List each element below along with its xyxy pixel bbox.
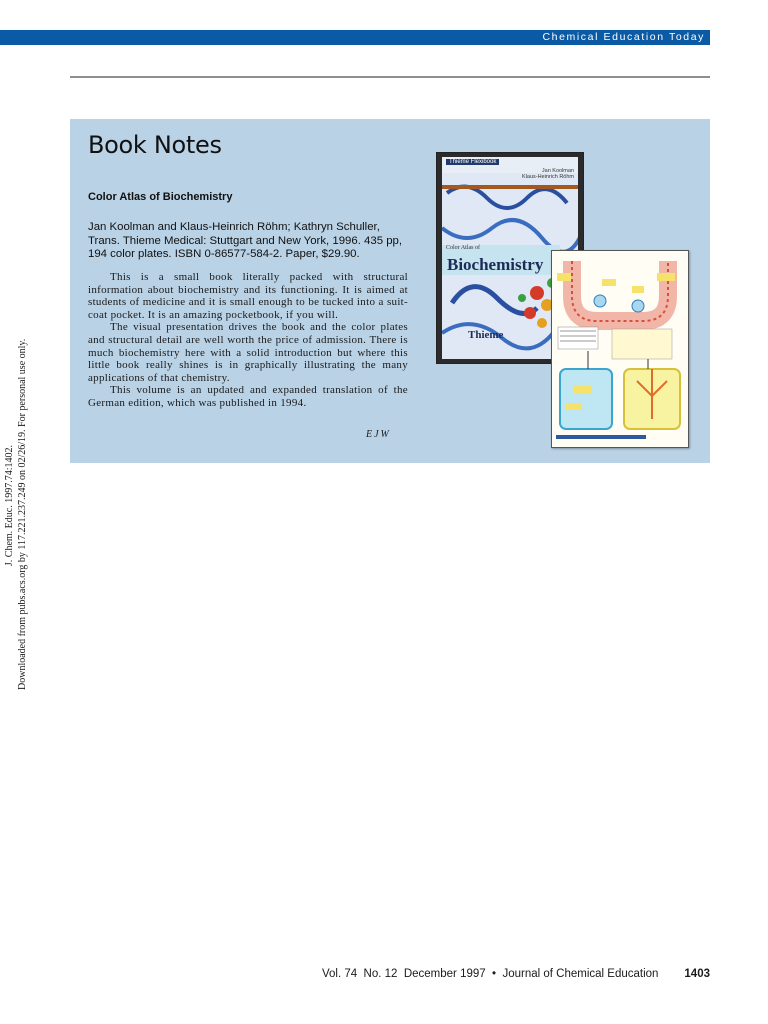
review-paragraph: This volume is an updated and expanded translation of the German edition, which was published in 1994. — [88, 384, 408, 409]
cover-authors: Jan Koolman Klaus-Heinrich Röhm — [522, 168, 574, 180]
footer-journal-citation: Vol. 74 No. 12 December 1997 • Journal of Chemical Education — [322, 968, 659, 980]
download-notice-citation: J. Chem. Educ. 1997.74:1402. — [4, 445, 15, 567]
book-notes-panel — [70, 119, 710, 463]
download-notice — [4, 330, 30, 690]
page-footer — [322, 968, 710, 980]
section-header-title: Chemical Education Today — [542, 31, 705, 43]
review-text — [88, 271, 408, 410]
page-number: 1403 — [684, 968, 710, 980]
cover-title: Biochemistry — [447, 255, 544, 274]
review-paragraph: The visual presentation drives the book and the color plates and structural detail are well worth the price of admission. There is much biochemistry here with a solid introduction but where this little book really shines is in graphically illustrating the many applications of that chemistry. — [88, 321, 408, 384]
book-title: Color Atlas of Biochemistry — [88, 191, 233, 203]
metabolism-diagram-illustration — [552, 251, 688, 447]
sample-plate-image — [551, 250, 689, 448]
cover-subtitle: Color Atlas of — [446, 245, 480, 251]
cover-series-label: Thieme Flexibook — [446, 159, 499, 165]
book-citation: Jan Koolman and Klaus-Heinrich Röhm; Kathryn Schuller, Trans. Thieme Medical: Stuttgart and New York, 1996. 435 pp, 194 color plates. ISBN 0-86577-584-2. Paper, $29.90. — [88, 221, 403, 260]
download-notice-source: Downloaded from pubs.acs.org by 117.221.237.249 on 02/26/19. For personal use only. — [17, 338, 28, 690]
cover-publisher: Thieme — [468, 329, 504, 341]
header-rule — [70, 76, 710, 78]
section-header-bar — [0, 30, 710, 45]
review-paragraph: This is a small book literally packed with structural information about biochemistry and its functioning. It is aimed at students of medicine and it is small enough to be tucked into a suit-coat pocket. It is an amazing pocketbook, if you will. — [88, 271, 408, 321]
reviewer-signature: EJW — [366, 429, 391, 440]
section-heading: Book Notes — [88, 131, 222, 159]
